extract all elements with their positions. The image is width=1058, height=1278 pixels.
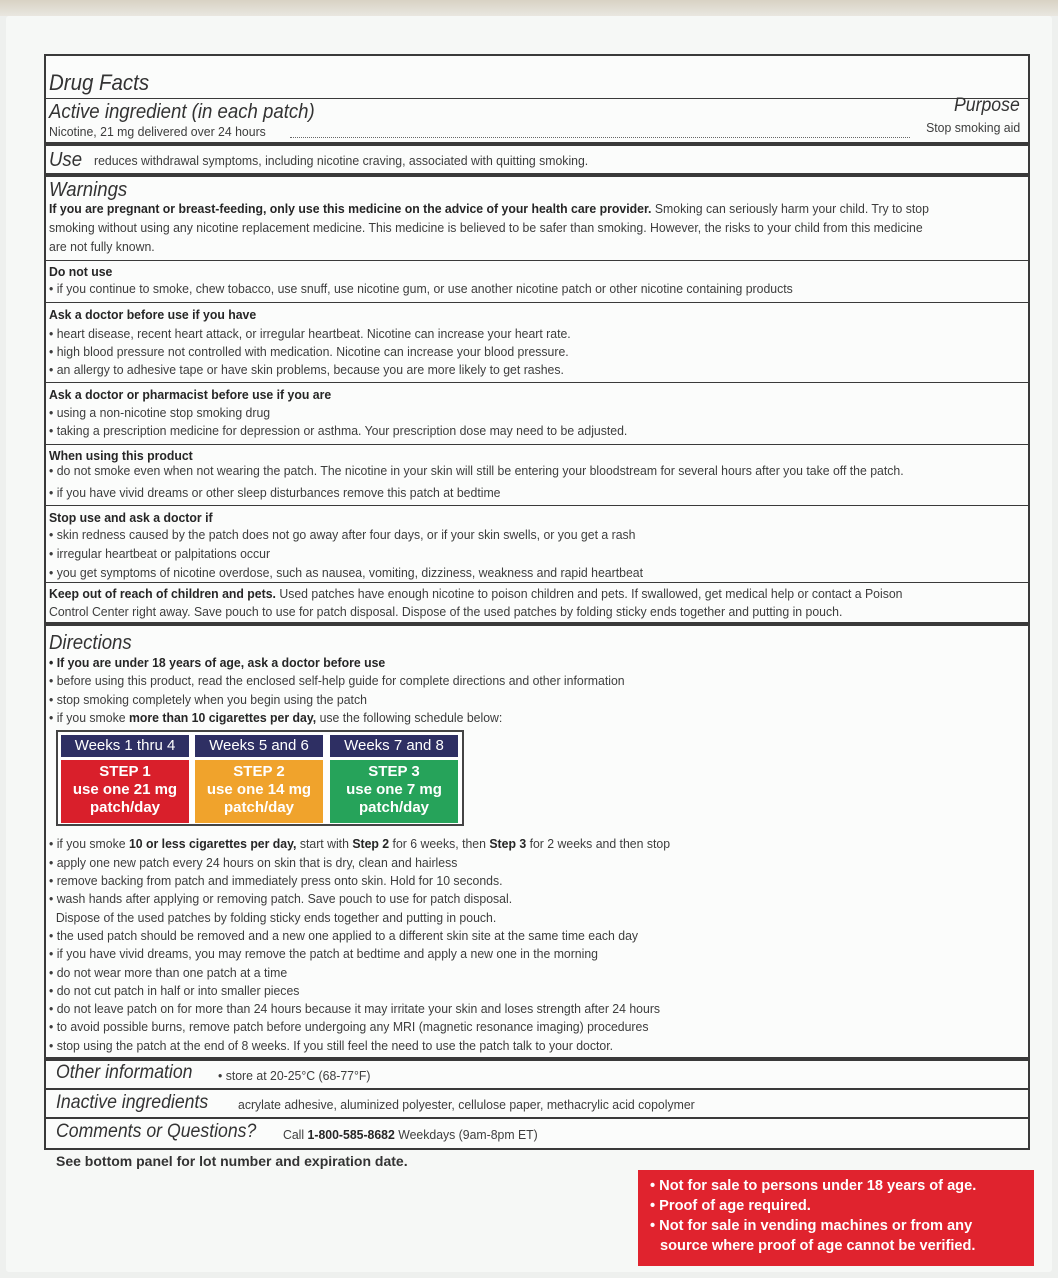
- divider: [46, 142, 1028, 146]
- direction-item: • wash hands after applying or removing patch. Save pouch to use for patch disposal.: [49, 891, 513, 906]
- more-than-10-direction: • if you smoke more than 10 cigarettes per day, use the following schedule below:: [49, 710, 503, 725]
- lot-number-note: See bottom panel for lot number and expiration date.: [56, 1153, 408, 1169]
- when-using-item: • if you have vivid dreams or other sleep disturbances remove this patch at bedtime: [49, 485, 501, 500]
- step-box: [195, 760, 323, 823]
- direction-item: • do not wear more than one patch at a time: [49, 965, 288, 980]
- direction-item: Dispose of the used patches by folding sticky ends together and putting in pouch.: [49, 910, 497, 925]
- schedule-step-3: [330, 735, 458, 823]
- phone-number: 1-800-585-8682: [307, 1127, 395, 1142]
- schedule-step-2: [195, 735, 323, 823]
- direction-item: • before using this product, read the enclosed self-help guide for complete directions and other information: [49, 673, 625, 688]
- divider: [46, 1117, 1028, 1119]
- when-using-item: • do not smoke even when not wearing the patch. The nicotine in your skin will still be entering your bloodstream for several hours after you take off the patch.: [49, 463, 904, 478]
- weeks-label: Weeks 5 and 6: [195, 735, 323, 757]
- divider: [46, 302, 1028, 303]
- ask-pharmacist-item: • using a non-nicotine stop smoking drug: [49, 405, 271, 420]
- inactive-ingredients-heading: Inactive ingredients: [56, 1092, 209, 1113]
- keep-out-line1: Keep out of reach of children and pets. Used patches have enough nicotine to poison children and pets. If swallowed, get medical help or contact a Poison: [49, 586, 903, 601]
- less-than-10-direction: • if you smoke 10 or less cigarettes per day, start with Step 2 for 6 weeks, then Step 3 for 2 weeks and then stop: [49, 836, 671, 851]
- dose-unit: patch/day: [89, 799, 161, 816]
- inactive-ingredients-text: acrylate adhesive, aluminized polyester, cellulose paper, methacrylic acid copolymer: [238, 1097, 695, 1112]
- ask-doctor-item: • heart disease, recent heart attack, or irregular heartbeat. Nicotine can increase your heart rate.: [49, 326, 571, 341]
- age-warning-line: • Not for sale in vending machines or from any: [650, 1218, 973, 1234]
- ask-doctor-item: • high blood pressure not controlled with medication. Nicotine can increase your blood pressure.: [49, 344, 569, 359]
- comments-text: Call 1-800-585-8682 Weekdays (9am-8pm ET): [283, 1127, 538, 1142]
- dose-unit: patch/day: [358, 799, 430, 816]
- ask-pharmacist-heading: Ask a doctor or pharmacist before use if you are: [49, 387, 332, 402]
- direction-item: • to avoid possible burns, remove patch before undergoing any MRI (magnetic resonance imaging) procedures: [49, 1019, 649, 1034]
- direction-item: • stop using the patch at the end of 8 weeks. If you still feel the need to use the patch talk to your doctor.: [49, 1038, 614, 1053]
- step-label: STEP 3: [368, 763, 420, 780]
- weeks-label: Weeks 7 and 8: [330, 735, 458, 757]
- pregnant-warning-line1: If you are pregnant or breast-feeding, only use this medicine on the advice of your health care provider. Smoking can seriously harm your child. Try to stop: [49, 201, 929, 216]
- use-heading: Use: [49, 149, 83, 171]
- direction-item: • remove backing from patch and immediately press onto skin. Hold for 10 seconds.: [49, 873, 503, 888]
- other-information-text: • store at 20-25°C (68-77°F): [218, 1068, 371, 1083]
- step-box: [61, 760, 189, 823]
- step-label: STEP 2: [233, 763, 285, 780]
- directions-heading: Directions: [49, 632, 132, 654]
- dose-label: use one 21 mg: [72, 781, 178, 798]
- divider: [46, 1057, 1028, 1061]
- keep-out-line2: Control Center right away. Save pouch to use for patch disposal. Dispose of the used patches by folding sticky ends together and putting in pouch.: [49, 604, 843, 619]
- use-text: reduces withdrawal symptoms, including nicotine craving, associated with quitting smoking.: [94, 153, 589, 168]
- ask-pharmacist-item: • taking a prescription medicine for depression or asthma. Your prescription dose may need to be adjusted.: [49, 423, 628, 438]
- weeks-label: Weeks 1 thru 4: [61, 735, 189, 757]
- divider: [46, 505, 1028, 506]
- step-label: STEP 1: [99, 763, 151, 780]
- divider: [46, 444, 1028, 445]
- step-box: [330, 760, 458, 823]
- when-using-heading: When using this product: [49, 448, 193, 463]
- stop-use-heading: Stop use and ask a doctor if: [49, 510, 213, 525]
- pregnant-warning-line2: smoking without using any nicotine replacement medicine. This medicine is believed to be safer than smoking. However, the risks to your child from this medicine: [49, 220, 923, 235]
- warnings-heading: Warnings: [49, 179, 128, 201]
- under-18-direction: • If you are under 18 years of age, ask a doctor before use: [49, 655, 386, 670]
- purpose-text: Stop smoking aid: [925, 120, 1020, 135]
- other-information-heading: Other information: [56, 1062, 193, 1083]
- age-warning-line: • Not for sale to persons under 18 years of age.: [650, 1178, 977, 1194]
- direction-item: • do not cut patch in half or into smaller pieces: [49, 983, 300, 998]
- divider: [46, 622, 1028, 626]
- active-ingredient-heading: Active ingredient (in each patch): [49, 101, 315, 123]
- do-not-use-item: • if you continue to smoke, chew tobacco, use snuff, use nicotine gum, or use another nicotine patch or other nicotine containing products: [49, 281, 793, 296]
- direction-item: • apply one new patch every 24 hours on skin that is dry, clean and hairless: [49, 855, 458, 870]
- comments-heading: Comments or Questions?: [56, 1121, 257, 1142]
- leader-dots: [290, 137, 910, 138]
- stop-use-item: • irregular heartbeat or palpitations occur: [49, 546, 271, 561]
- drug-facts-box: [44, 54, 1030, 1150]
- package-top-edge: [0, 0, 1058, 16]
- dose-label: use one 14 mg: [206, 781, 312, 798]
- divider: [46, 98, 1028, 99]
- divider: [46, 582, 1028, 583]
- age-warning-line: source where proof of age cannot be verified.: [660, 1238, 976, 1254]
- divider: [46, 382, 1028, 383]
- age-warning-line: • Proof of age required.: [650, 1198, 811, 1214]
- ask-doctor-item: • an allergy to adhesive tape or have skin problems, because you are more likely to get rashes.: [49, 362, 564, 377]
- pregnant-warning-line3: are not fully known.: [49, 239, 155, 254]
- dosing-schedule: [56, 730, 464, 826]
- stop-use-item: • you get symptoms of nicotine overdose, such as nausea, vomiting, dizziness, weakness and rapid heartbeat: [49, 565, 643, 580]
- direction-item: • if you have vivid dreams, you may remove the patch at bedtime and apply a new one in the morning: [49, 946, 599, 961]
- direction-item: • do not leave patch on for more than 24 hours because it may irritate your skin and loses strength after 24 hours: [49, 1001, 661, 1016]
- divider: [46, 260, 1028, 261]
- divider: [46, 173, 1028, 177]
- dose-unit: patch/day: [223, 799, 295, 816]
- do-not-use-heading: Do not use: [49, 264, 113, 279]
- direction-item: • stop smoking completely when you begin using the patch: [49, 692, 367, 707]
- active-ingredient-text: Nicotine, 21 mg delivered over 24 hours: [49, 124, 266, 139]
- ask-doctor-heading: Ask a doctor before use if you have: [49, 307, 257, 322]
- age-warning-box: [638, 1170, 1034, 1266]
- drug-facts-title: Drug Facts: [49, 70, 150, 95]
- divider: [46, 1088, 1028, 1090]
- direction-item: • the used patch should be removed and a new one applied to a different skin site at the same time each day: [49, 928, 639, 943]
- dose-label: use one 7 mg: [346, 781, 442, 798]
- schedule-step-1: [61, 735, 189, 823]
- stop-use-item: • skin redness caused by the patch does not go away after four days, or if your skin swells, or you get a rash: [49, 527, 636, 542]
- purpose-heading: Purpose: [954, 95, 1020, 116]
